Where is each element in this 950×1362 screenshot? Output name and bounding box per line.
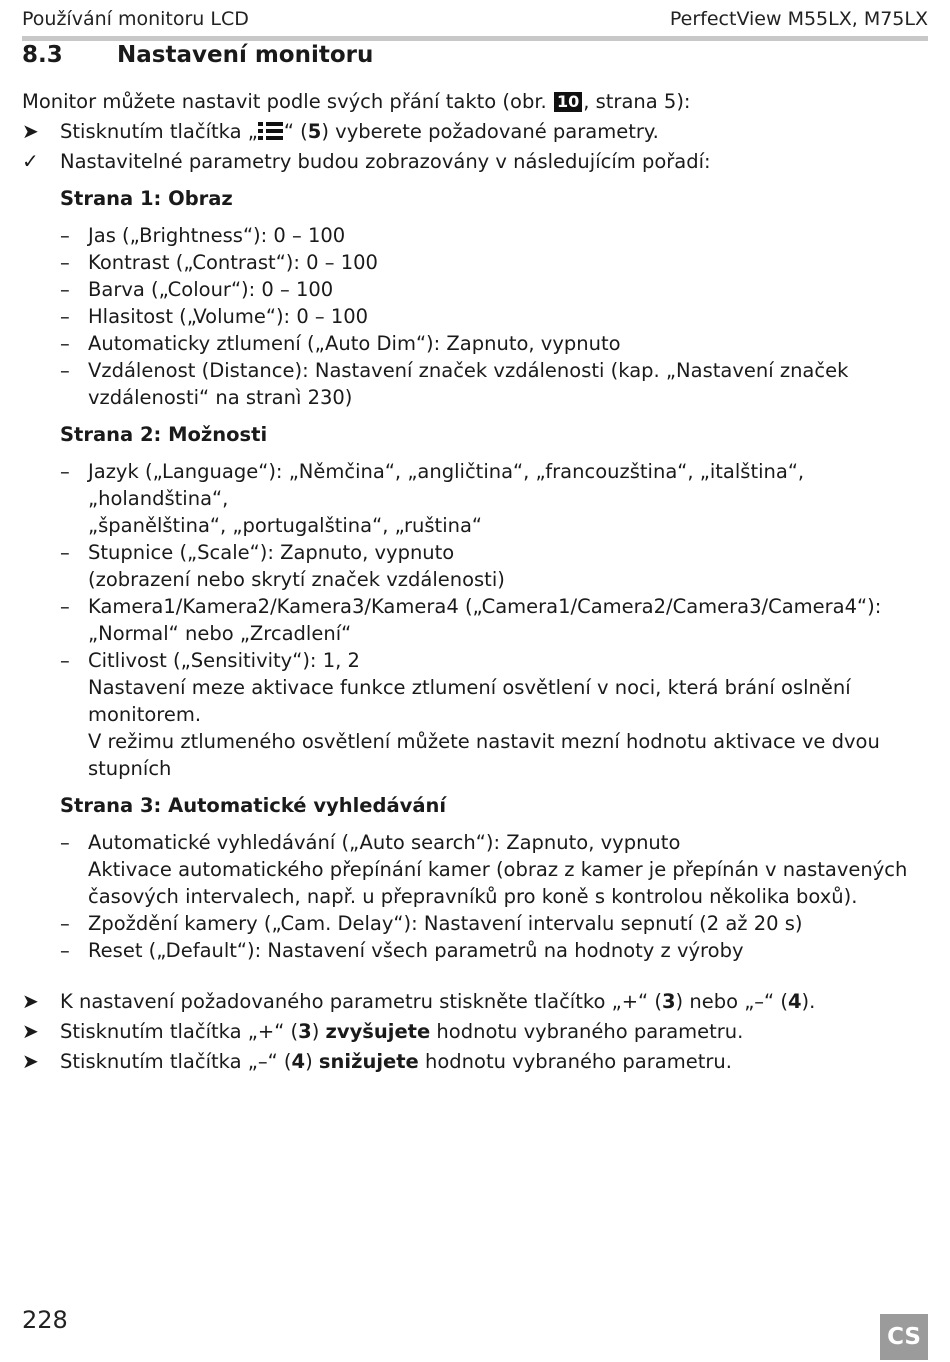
page3-title: Strana 3: Automatické vyhledávání <box>60 794 447 817</box>
content <box>22 88 932 1075</box>
list-item: – Zpoždění kamery („Cam. Delay“): Nastavení intervalu sepnutí (2 až 20 s) <box>60 912 803 935</box>
list-item: – Jas („Brightness“): 0 – 100 <box>60 224 346 247</box>
page1-block <box>60 185 932 964</box>
header-chapter: Používání monitoru LCD <box>22 8 249 30</box>
language-badge: CS <box>880 1314 928 1360</box>
arrow-bullet-icon: ➤ <box>22 119 39 143</box>
step-result: ✓ Nastavitelné parametry budou zobrazovány v následujícím pořadí: <box>22 149 711 173</box>
section-title: Nastavení monitoru <box>117 42 374 68</box>
list-item: – Automatické vyhledávání („Auto search“): Zapnuto, vypnuto Aktivace automatického přepínání kamer (obraz z kamer je přepínán v nastavených časových intervalech, např. u přepravníků pro koně s kontrolou několika boxů). <box>60 831 908 908</box>
page-number: 228 <box>22 1306 68 1334</box>
header-rule <box>22 36 928 41</box>
list-item: – Kamera1/Kamera2/Kamera3/Kamera4 („Camera1/Camera2/Camera3/Camera4“): „Normal“ nebo „Zrcadlení“ <box>60 595 882 645</box>
step-decrease: ➤ Stisknutím tlačítka „–“ (4) snižujete hodnotu vybraného parametru. <box>22 1049 732 1073</box>
list-item: – Jazyk („Language“): „Němčina“, „angličtina“, „francouzština“, „italština“, „holandština“, „španělština“, „portugalština“, „ruština“ <box>60 460 805 537</box>
list-item: – Barva („Colour“): 0 – 100 <box>60 278 334 301</box>
arrow-bullet-icon: ➤ <box>22 1049 39 1073</box>
arrow-bullet-icon: ➤ <box>22 1019 39 1043</box>
list-item: – Kontrast („Contrast“): 0 – 100 <box>60 251 378 274</box>
step-select: ➤ Stisknutím tlačítka „ “ (5) vyberete požadované parametry. <box>22 119 659 143</box>
intro-text: Monitor můžete nastavit podle svých přání takto (obr. 10 , strana 5): <box>22 90 691 113</box>
list-item: – Automaticky ztlumení („Auto Dim“): Zapnuto, vypnuto <box>60 332 621 355</box>
arrow-bullet-icon: ➤ <box>22 989 39 1013</box>
list-item: – Hlasitost („Volume“): 0 – 100 <box>60 305 369 328</box>
list-item: – Citlivost („Sensitivity“): 1, 2 Nastavení meze aktivace funkce ztlumení osvětlení v noci, která brání oslnění monitorem. V režimu ztlumeného osvětlení můžete nastavit mezní hodnotu aktivace ve dvou stupních <box>60 649 880 780</box>
step-adjust: ➤ K nastavení požadovaného parametru stiskněte tlačítko „+“ (3) nebo „–“ (4). <box>22 989 816 1013</box>
section-heading <box>22 42 373 68</box>
figure-badge: 10 <box>554 92 582 112</box>
section-number: 8.3 <box>22 42 63 68</box>
list-item: – Vzdálenost (Distance): Nastavení značek vzdálenosti (kap. „Nastavení značek vzdálenosti“ na stranì 230) <box>60 359 849 409</box>
page1-title: Strana 1: Obraz <box>60 187 233 210</box>
page2-title: Strana 2: Možnosti <box>60 423 268 446</box>
list-item: – Stupnice („Scale“): Zapnuto, vypnuto (zobrazení nebo skrytí značek vzdálenosti) <box>60 541 505 591</box>
step-increase: ➤ Stisknutím tlačítka „+“ (3) zvyšujete hodnotu vybraného parametru. <box>22 1019 744 1043</box>
check-bullet-icon: ✓ <box>22 149 39 173</box>
header-product: PerfectView M55LX, M75LX <box>669 8 928 30</box>
menu-icon <box>258 121 284 141</box>
list-item: – Reset („Default“): Nastavení všech parametrů na hodnoty z výroby <box>60 939 744 962</box>
page-header <box>22 6 928 34</box>
